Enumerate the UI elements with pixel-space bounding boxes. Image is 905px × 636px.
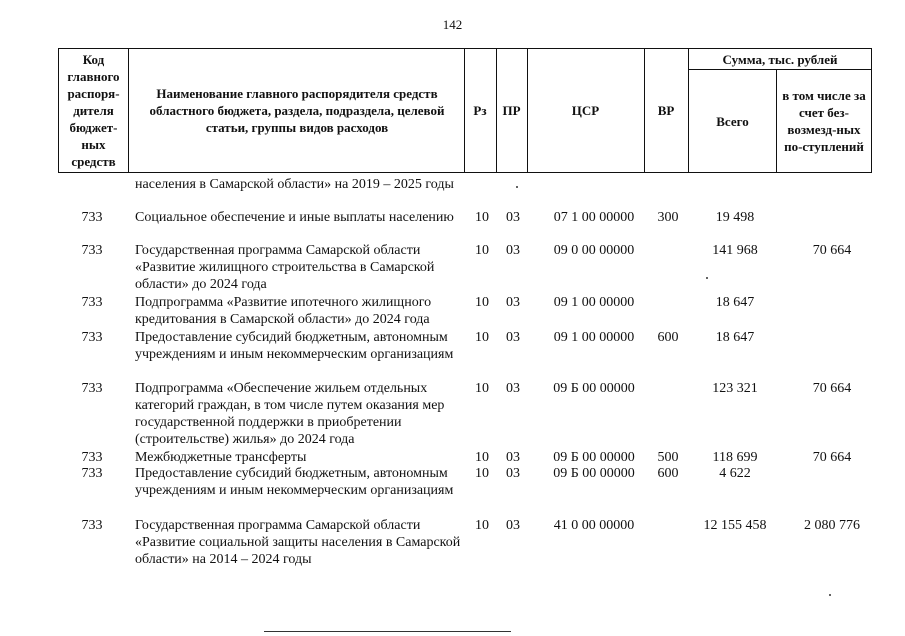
row-total: 4 622 [719, 466, 751, 481]
row-pr: 03 [506, 210, 520, 225]
footer-rule [264, 631, 511, 632]
row-rz: 10 [475, 210, 489, 225]
row-free: 70 664 [812, 450, 852, 465]
scan-speck [706, 277, 708, 279]
row-name: Государственная программа Самарской области «Развитие жилищного строительства в Самарской области» до 2024 года [135, 243, 435, 292]
row-pr: 03 [506, 450, 520, 465]
header-sum: Сумма, тыс. рублей [722, 51, 838, 67]
row-csr: 09 0 00 00000 [553, 243, 635, 258]
row-name: Предоставление субсидий бюджетным, автономным учреждениям и иным некоммерческим организациям [135, 466, 454, 498]
row-pr: 03 [506, 518, 520, 533]
row-code: 733 [81, 518, 103, 533]
row-name: Межбюджетные трансферты [135, 450, 307, 465]
row-vr: 300 [657, 210, 679, 225]
row-free: 2 080 776 [804, 518, 860, 533]
header-total: Всего [716, 113, 749, 129]
row-rz: 10 [475, 243, 489, 258]
row-csr: 09 1 00 00000 [553, 330, 635, 345]
row-name: Подпрограмма «Развитие ипотечного жилищного кредитования в Самарской области» до 2024 года [135, 295, 432, 327]
header-vr: ВР [657, 103, 675, 118]
row-csr: 09 Б 00 00000 [553, 450, 635, 465]
row-vr: 500 [657, 450, 679, 465]
row-pr: 03 [506, 295, 520, 310]
row-name: Подпрограмма «Обеспечение жильем отдельных категорий граждан, в том числе путем оказания мер государственной поддержки в приобретении (строительстве) жилья» до 2024 года [135, 381, 445, 447]
row-csr: 07 1 00 00000 [553, 210, 635, 225]
row-total: 12 155 458 [703, 518, 767, 533]
header-code: Код главного распоря-дителя бюджет-ных средств [67, 52, 120, 169]
row-vr: 600 [657, 330, 679, 345]
page-number: 142 [442, 17, 463, 32]
row-pr: 03 [506, 381, 520, 396]
row-code: 733 [81, 210, 103, 225]
row-vr: 600 [657, 466, 679, 481]
row-rz: 10 [475, 450, 489, 465]
header-name: Наименование главного распорядителя средств областного бюджета, раздела, подраздела, целевой статьи, группы видов расходов [149, 86, 445, 135]
row-csr: 09 Б 00 00000 [553, 381, 635, 396]
row-total: 18 647 [715, 330, 755, 345]
header-free: в том числе за счет без-возмезд-ных по-ступлений [782, 88, 866, 154]
row-rz: 10 [475, 381, 489, 396]
row-total: 118 699 [712, 450, 758, 465]
row-csr: 41 0 00 00000 [553, 518, 635, 533]
scan-speck [516, 186, 518, 188]
row-total: 123 321 [712, 381, 758, 396]
header-pr: ПР [502, 103, 521, 118]
header-rz: Рз [473, 103, 487, 118]
row-rz: 10 [475, 330, 489, 345]
row-rz: 10 [475, 295, 489, 310]
row-name: Социальное обеспечение и иные выплаты населению [135, 210, 454, 225]
row-free: 70 664 [812, 381, 852, 396]
row-pr: 03 [506, 466, 520, 481]
row-code: 733 [81, 381, 103, 396]
scan-speck [829, 594, 831, 596]
row-name: Предоставление субсидий бюджетным, автономным учреждениям и иным некоммерческим организациям [135, 330, 454, 362]
row-total: 18 647 [715, 295, 755, 310]
row-name: Государственная программа Самарской области «Развитие социальной защиты населения в Самарской области» на 2014 – 2024 годы [135, 518, 461, 567]
row-total: 19 498 [715, 210, 755, 225]
row-name: населения в Самарской области» на 2019 – 2025 годы [135, 177, 454, 192]
row-csr: 09 1 00 00000 [553, 295, 635, 310]
row-csr: 09 Б 00 00000 [553, 466, 635, 481]
row-pr: 03 [506, 330, 520, 345]
row-code: 733 [81, 295, 103, 310]
header-csr: ЦСР [571, 103, 600, 118]
row-rz: 10 [475, 518, 489, 533]
row-rz: 10 [475, 466, 489, 481]
row-total: 141 968 [712, 243, 758, 258]
row-free: 70 664 [812, 243, 852, 258]
row-code: 733 [81, 243, 103, 258]
row-code: 733 [81, 330, 103, 345]
row-pr: 03 [506, 243, 520, 258]
row-code: 733 [81, 466, 103, 481]
table-header [58, 48, 872, 173]
row-code: 733 [81, 450, 103, 465]
